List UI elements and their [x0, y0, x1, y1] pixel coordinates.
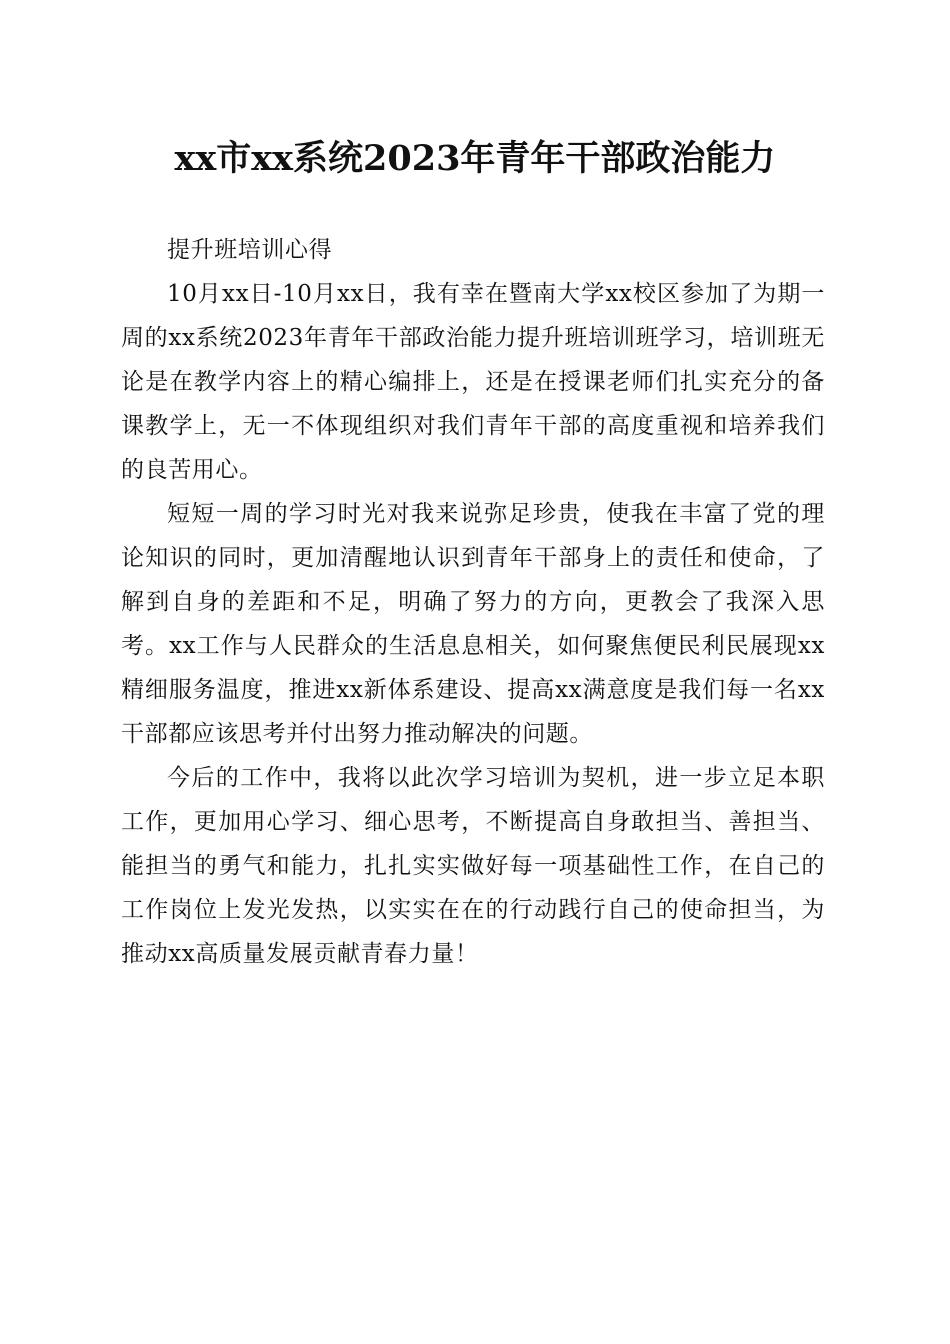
document-body — [121, 228, 825, 976]
body-paragraph-1: 10月xx日-10月xx日，我有幸在暨南大学xx校区参加了为期一周的xx系统2023年青年干部政治能力提升班培训班学习，培训班无论是在教学内容上的精心编排上，还是在授课老师们扎实充分的备课教学上，无一不体现组织对我们青年干部的高度重视和培养我们的良苦用心。 — [121, 281, 825, 483]
document-title: xx市xx系统2023年青年干部政治能力 — [174, 138, 776, 179]
subtitle-paragraph: 提升班培训心得 — [167, 237, 333, 263]
body-paragraph-2: 短短一周的学习时光对我来说弥足珍贵，使我在丰富了党的理论知识的同时，更加清醒地认识到青年干部身上的责任和使命，了解到自身的差距和不足，明确了努力的方向，更教会了我深入思考。xx工作与人民群众的生活息息相关，如何聚焦便民利民展现xx精细服务温度，推进xx新体系建设、提高xx满意度是我们每一名xx干部都应该思考并付出努力推动解决的问题。 — [121, 501, 825, 747]
body-paragraph-3: 今后的工作中，我将以此次学习培训为契机，进一步立足本职工作，更加用心学习、细心思考，不断提高自身敢担当、善担当、能担当的勇气和能力，扎扎实实做好每一项基础性工作，在自己的工作岗位上发光发热，以实实在在的行动践行自己的使命担当，为推动xx高质量发展贡献青春力量！ — [121, 765, 825, 967]
